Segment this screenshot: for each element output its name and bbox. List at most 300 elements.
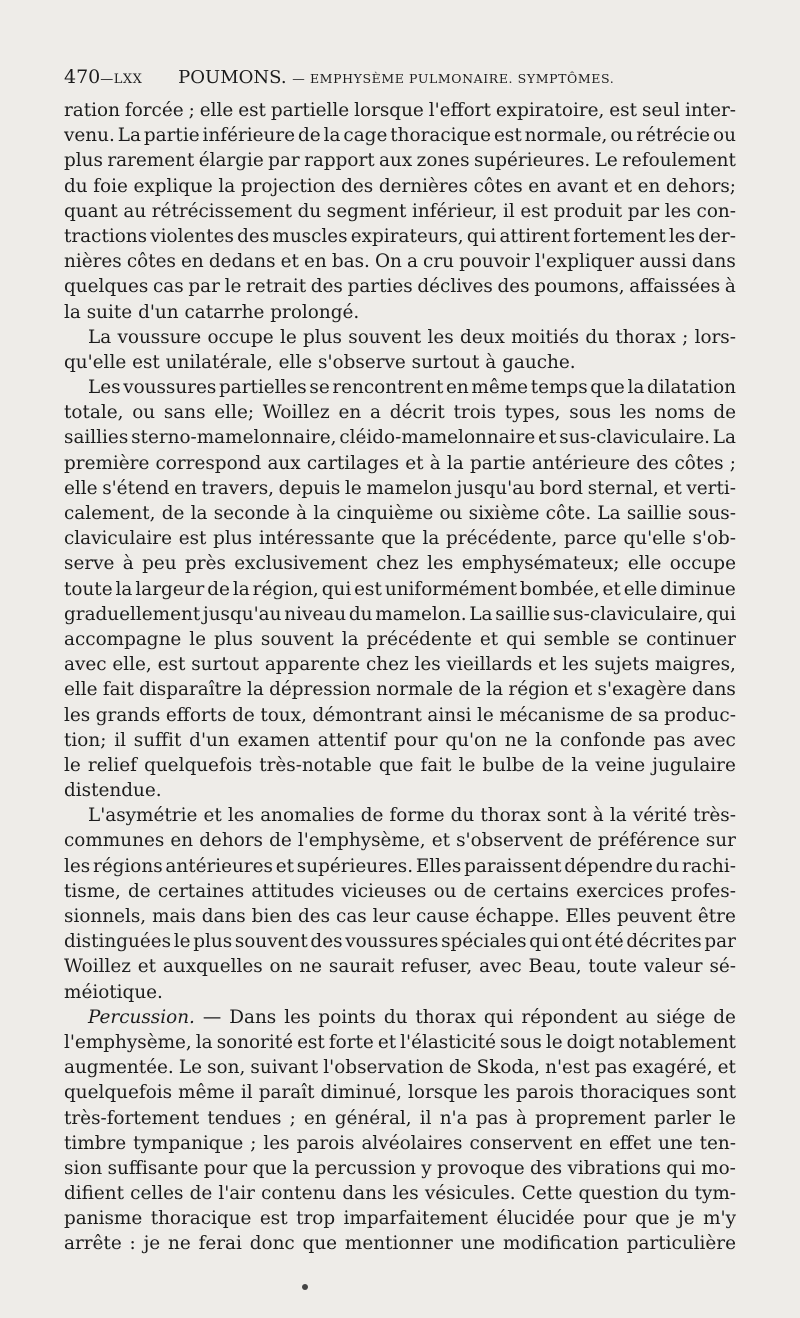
word: et bbox=[377, 1031, 397, 1053]
word: sé- bbox=[709, 956, 736, 978]
word: occupe bbox=[207, 326, 274, 348]
word: d'un bbox=[189, 729, 230, 751]
word: du bbox=[655, 855, 680, 877]
word: sionnels, bbox=[64, 906, 147, 927]
word: cas bbox=[336, 906, 367, 927]
word: grands bbox=[95, 704, 161, 726]
word: siége bbox=[656, 1006, 706, 1028]
word: qui bbox=[529, 931, 559, 953]
word: question bbox=[578, 1183, 659, 1205]
word: de bbox=[713, 402, 736, 424]
word: n'est bbox=[545, 1057, 590, 1079]
word: même bbox=[178, 1082, 235, 1104]
word: deux bbox=[459, 326, 505, 348]
word: par bbox=[627, 200, 660, 222]
word: première bbox=[64, 452, 150, 474]
word: toute bbox=[64, 578, 113, 600]
word: correspond bbox=[155, 452, 262, 474]
word: Elles bbox=[565, 906, 612, 927]
word: dernières bbox=[378, 175, 468, 197]
word: chez bbox=[376, 553, 419, 575]
word: la bbox=[341, 628, 359, 650]
word: de bbox=[713, 1006, 736, 1028]
word: elle; bbox=[214, 402, 255, 424]
word: les bbox=[414, 654, 441, 676]
word: les bbox=[263, 1132, 290, 1154]
word: des bbox=[341, 175, 374, 197]
word: : bbox=[129, 1233, 136, 1255]
word: ne bbox=[299, 956, 323, 978]
word: que bbox=[635, 1208, 670, 1230]
word: bord bbox=[539, 477, 584, 499]
word: voussures bbox=[123, 377, 217, 399]
word: ; bbox=[729, 452, 736, 474]
word: violentes bbox=[150, 225, 234, 247]
word: distinguées bbox=[64, 931, 172, 953]
word: à bbox=[429, 452, 441, 474]
word: verti- bbox=[686, 477, 736, 499]
word: profes- bbox=[670, 880, 736, 902]
word: tendues bbox=[207, 1107, 282, 1129]
word: du bbox=[585, 326, 610, 348]
word: notablement bbox=[618, 1031, 736, 1053]
word: de bbox=[128, 880, 151, 902]
text-line bbox=[64, 501, 736, 526]
word: mécanisme bbox=[499, 704, 605, 726]
word: par bbox=[268, 150, 300, 172]
text-line bbox=[64, 1231, 736, 1256]
word: rétrécie bbox=[636, 125, 711, 147]
word: s'observe bbox=[318, 351, 406, 373]
word: Skoda, bbox=[476, 1057, 540, 1079]
word: elle bbox=[64, 477, 98, 499]
word: de bbox=[269, 830, 292, 852]
word: les bbox=[427, 553, 454, 575]
text-line bbox=[64, 1181, 736, 1206]
word: accompagne bbox=[64, 628, 182, 650]
word: plus bbox=[213, 528, 253, 550]
word: elle bbox=[199, 100, 234, 121]
word: il bbox=[114, 729, 126, 751]
word: mentionner bbox=[344, 1233, 453, 1255]
word: Woillez bbox=[64, 956, 131, 978]
word: trois bbox=[453, 402, 497, 424]
text-line bbox=[64, 148, 736, 173]
word: le bbox=[224, 276, 242, 298]
word: sont bbox=[696, 1082, 736, 1104]
word: dépression bbox=[269, 679, 371, 701]
footer-mark bbox=[302, 1284, 308, 1290]
word: le bbox=[719, 1107, 736, 1129]
word: produc- bbox=[664, 704, 736, 726]
word: les bbox=[619, 402, 647, 424]
word: la bbox=[627, 377, 645, 399]
word: graduellement bbox=[64, 603, 201, 625]
word: déclives bbox=[417, 276, 493, 298]
word: partie bbox=[143, 125, 200, 147]
word: répondent bbox=[521, 1006, 618, 1028]
word: et bbox=[613, 175, 633, 197]
word: la bbox=[446, 452, 464, 474]
word: des bbox=[310, 931, 343, 953]
word: par bbox=[188, 276, 220, 298]
word: sion bbox=[64, 1157, 103, 1179]
word: diminué, bbox=[320, 1082, 402, 1104]
word: contenu bbox=[261, 1183, 337, 1205]
word: relief bbox=[87, 754, 137, 776]
word: sixième bbox=[468, 503, 540, 524]
word: ferai bbox=[198, 1233, 242, 1255]
word: qui bbox=[483, 1006, 514, 1028]
word: serve bbox=[64, 553, 115, 575]
word: exercices bbox=[576, 880, 664, 902]
word: nières bbox=[64, 251, 122, 273]
word: suffit bbox=[133, 729, 182, 751]
word: on bbox=[269, 956, 293, 978]
word: quelquefois bbox=[64, 1082, 173, 1104]
word: très-fortement bbox=[64, 1107, 200, 1129]
word: pour bbox=[394, 729, 438, 751]
word: ou bbox=[610, 125, 634, 147]
word: intéressante bbox=[258, 528, 375, 550]
word: l'emphysème, bbox=[64, 1031, 192, 1053]
word: des bbox=[297, 906, 331, 927]
word: fait bbox=[420, 754, 452, 776]
word: le bbox=[64, 754, 81, 776]
word: au bbox=[123, 200, 147, 222]
word: sous bbox=[500, 1031, 542, 1053]
word: La bbox=[88, 326, 112, 348]
word: de bbox=[541, 754, 565, 776]
word: supérieures. bbox=[296, 855, 414, 877]
word: qui bbox=[321, 578, 352, 600]
word: et bbox=[663, 477, 682, 499]
word: percussion bbox=[314, 1157, 416, 1179]
word: s'exagère bbox=[597, 679, 687, 701]
word: au bbox=[625, 1006, 649, 1028]
word: particulière bbox=[626, 1233, 736, 1255]
word: aux bbox=[379, 150, 413, 172]
word: spéciales bbox=[441, 931, 527, 953]
text-line bbox=[64, 98, 736, 123]
word: près bbox=[185, 553, 226, 575]
word: sans bbox=[163, 402, 206, 424]
word: et bbox=[479, 628, 499, 650]
word: les bbox=[427, 326, 454, 348]
word: en bbox=[170, 830, 194, 852]
word: toux, bbox=[260, 704, 307, 726]
word: apparente bbox=[264, 654, 361, 676]
word: sont bbox=[546, 805, 587, 827]
word: bombée, bbox=[519, 578, 600, 600]
word: tym- bbox=[694, 1183, 736, 1205]
word: expirateurs, bbox=[350, 225, 464, 247]
word: rarement bbox=[107, 150, 195, 172]
body-text bbox=[64, 98, 736, 1257]
word: y bbox=[421, 1157, 432, 1179]
word: du bbox=[297, 200, 322, 222]
word: la bbox=[190, 503, 208, 524]
word: plus bbox=[213, 628, 253, 650]
word: le bbox=[476, 704, 494, 726]
word: du bbox=[450, 805, 475, 827]
word: qu'on bbox=[445, 729, 497, 751]
word: à bbox=[724, 276, 736, 298]
word: emphysémateux; bbox=[461, 553, 620, 575]
text-line bbox=[64, 476, 736, 501]
word: pouvoir bbox=[459, 251, 530, 273]
word: Le bbox=[178, 1057, 202, 1079]
word: foie bbox=[93, 175, 128, 197]
word: thoracique bbox=[390, 125, 492, 147]
word: elle bbox=[623, 578, 658, 600]
word: la bbox=[115, 578, 133, 600]
text-line bbox=[64, 627, 736, 652]
word: bas. bbox=[331, 251, 370, 273]
word: la bbox=[218, 175, 236, 197]
word: se bbox=[309, 377, 330, 399]
word: ; bbox=[289, 1107, 296, 1129]
word: thorax bbox=[415, 1006, 476, 1028]
word: doigt bbox=[566, 1031, 615, 1053]
word: une bbox=[460, 1233, 496, 1255]
word: tractions bbox=[64, 225, 148, 247]
word: qui bbox=[666, 1157, 696, 1179]
word: projection bbox=[240, 175, 336, 197]
word: mais bbox=[152, 906, 196, 927]
word: refoulement bbox=[622, 150, 736, 172]
word: noms bbox=[654, 402, 705, 424]
word: de bbox=[298, 125, 321, 147]
word: sonorité bbox=[216, 1031, 294, 1053]
word: côtes bbox=[674, 452, 724, 474]
word: une bbox=[658, 1132, 693, 1154]
word: le bbox=[545, 1031, 563, 1053]
word: exclusivement bbox=[234, 553, 368, 575]
word: certaines bbox=[157, 880, 245, 902]
word: les bbox=[668, 225, 696, 247]
text-line bbox=[64, 652, 736, 677]
word: sur bbox=[705, 830, 736, 852]
word: points bbox=[318, 1006, 376, 1028]
word: à bbox=[485, 351, 497, 373]
word: imparfaitement bbox=[343, 1208, 488, 1230]
word: semble bbox=[543, 628, 610, 650]
word: d'un bbox=[138, 301, 179, 323]
text-line bbox=[64, 1005, 736, 1030]
text-line bbox=[64, 677, 736, 702]
text-line bbox=[64, 400, 736, 425]
word: fortement bbox=[573, 225, 666, 247]
chapter-number: —LXX bbox=[100, 72, 143, 87]
word: ou bbox=[713, 125, 736, 147]
word: paraissent bbox=[464, 855, 562, 877]
word: est bbox=[259, 1208, 288, 1230]
word: partie bbox=[469, 452, 526, 474]
word: surtout bbox=[191, 654, 259, 676]
word: et bbox=[602, 578, 621, 600]
word: bulbe bbox=[482, 754, 535, 776]
word: côtes bbox=[473, 175, 523, 197]
word: difient bbox=[64, 1183, 125, 1205]
word: élucidée bbox=[496, 1208, 575, 1230]
word: démontrant bbox=[312, 704, 422, 726]
text-line bbox=[64, 1030, 736, 1055]
word: souvent bbox=[234, 931, 308, 953]
word: inférieure bbox=[202, 125, 296, 147]
word: disparaître bbox=[139, 679, 242, 701]
word: les bbox=[227, 805, 255, 827]
word: cléido-mamelonnaire bbox=[339, 427, 536, 449]
word: la bbox=[232, 578, 250, 600]
word: en bbox=[181, 251, 204, 273]
word: proprement bbox=[535, 1107, 646, 1129]
word: suite bbox=[86, 301, 133, 323]
word: quant bbox=[64, 200, 118, 222]
word: en bbox=[579, 1132, 602, 1154]
word: la bbox=[246, 679, 264, 701]
word: de bbox=[463, 880, 487, 902]
text-line bbox=[64, 249, 736, 274]
word: quelquefois bbox=[144, 754, 253, 776]
word: antérieure bbox=[531, 452, 631, 474]
text-line bbox=[64, 551, 736, 576]
word: ne bbox=[504, 729, 528, 751]
word: parler bbox=[653, 1107, 712, 1129]
word: Dans bbox=[229, 1006, 277, 1028]
word: pas bbox=[475, 1107, 508, 1129]
word: avec bbox=[64, 654, 107, 676]
word: s'observent bbox=[456, 830, 564, 852]
word: timbre bbox=[64, 1132, 127, 1154]
word: souvent bbox=[348, 326, 422, 348]
word: parce bbox=[564, 528, 617, 550]
word: lorsque bbox=[354, 100, 424, 121]
word: On bbox=[374, 251, 402, 273]
word: que bbox=[381, 528, 416, 550]
word: qui bbox=[466, 225, 497, 247]
word: sa bbox=[638, 704, 659, 726]
word: été bbox=[594, 931, 624, 953]
word: plus bbox=[303, 326, 342, 348]
word: et bbox=[280, 251, 299, 273]
word: qui bbox=[706, 603, 736, 625]
word: thoracique bbox=[150, 1208, 252, 1230]
word: tisme, bbox=[64, 880, 121, 902]
word: cas bbox=[153, 276, 184, 298]
word: des bbox=[237, 225, 270, 247]
word: que bbox=[590, 377, 625, 399]
word: est bbox=[354, 578, 382, 600]
word: ou bbox=[439, 503, 463, 524]
word: de bbox=[609, 704, 633, 726]
word: la bbox=[609, 805, 627, 827]
word: depuis bbox=[278, 477, 341, 499]
word: muscles bbox=[272, 225, 348, 247]
word: antérieures bbox=[165, 855, 273, 877]
word: précédente bbox=[366, 628, 472, 650]
word: communes bbox=[64, 830, 165, 852]
word: rencontrent bbox=[332, 377, 444, 399]
word: confonde bbox=[559, 729, 646, 751]
word: maigres, bbox=[654, 654, 736, 676]
text-line bbox=[64, 1055, 736, 1080]
word: normale, bbox=[524, 125, 608, 147]
word: seul bbox=[641, 100, 681, 121]
word: jusqu'au bbox=[203, 603, 282, 625]
text-line bbox=[64, 803, 736, 828]
word: la bbox=[292, 1157, 310, 1179]
word: elle bbox=[627, 553, 662, 575]
word: cartilages bbox=[306, 452, 400, 474]
word: et bbox=[137, 956, 157, 978]
word: Le bbox=[594, 150, 618, 172]
word: parois bbox=[516, 1082, 574, 1104]
word: jugulaire bbox=[652, 754, 736, 776]
text-line bbox=[64, 375, 736, 400]
word: suffisante bbox=[107, 1157, 199, 1179]
word: retrait bbox=[246, 276, 307, 298]
word: attitudes bbox=[251, 880, 335, 902]
word: chez bbox=[365, 654, 409, 676]
text-line bbox=[64, 854, 736, 879]
word: il bbox=[240, 1082, 253, 1104]
word: région, bbox=[252, 578, 319, 600]
word: parties bbox=[347, 276, 413, 298]
word: bien bbox=[251, 906, 293, 927]
word: les bbox=[664, 200, 691, 222]
word: les bbox=[483, 1082, 510, 1104]
word: qu'elle bbox=[64, 351, 127, 373]
word: anomalies bbox=[260, 805, 355, 827]
word: être bbox=[697, 906, 736, 927]
word: du bbox=[383, 1006, 408, 1028]
word: largeur bbox=[135, 578, 205, 600]
word: jusqu'au bbox=[456, 477, 535, 499]
word: ou bbox=[433, 880, 457, 902]
word: inférieur, bbox=[411, 200, 498, 222]
word: et bbox=[431, 830, 450, 852]
text-line bbox=[64, 1156, 736, 1181]
word: sujets bbox=[594, 654, 650, 676]
word: fait bbox=[102, 679, 134, 701]
word: vésicules. bbox=[424, 1183, 516, 1205]
word: et bbox=[275, 855, 295, 877]
word: les bbox=[64, 855, 91, 877]
word: les bbox=[64, 704, 91, 726]
word: vicieuses bbox=[341, 880, 427, 902]
word: m'y bbox=[703, 1208, 736, 1230]
word: travers, bbox=[201, 477, 275, 499]
word: thorax bbox=[480, 805, 541, 827]
word: en bbox=[304, 251, 327, 273]
word: du bbox=[64, 175, 88, 197]
word: seconde bbox=[213, 503, 290, 524]
word: l'emphysème, bbox=[297, 830, 426, 852]
text-line bbox=[64, 325, 736, 350]
word: a bbox=[406, 251, 418, 273]
word: aux bbox=[267, 452, 301, 474]
word: ou bbox=[132, 402, 156, 424]
word: vibrations bbox=[567, 1157, 661, 1179]
word: et bbox=[538, 427, 557, 449]
page-number: 470 bbox=[64, 66, 101, 88]
text-line bbox=[64, 929, 736, 954]
word: tion; bbox=[64, 729, 107, 751]
word: L'asymétrie bbox=[88, 805, 198, 827]
word: même bbox=[471, 377, 529, 399]
word: mamelon. bbox=[375, 603, 467, 625]
